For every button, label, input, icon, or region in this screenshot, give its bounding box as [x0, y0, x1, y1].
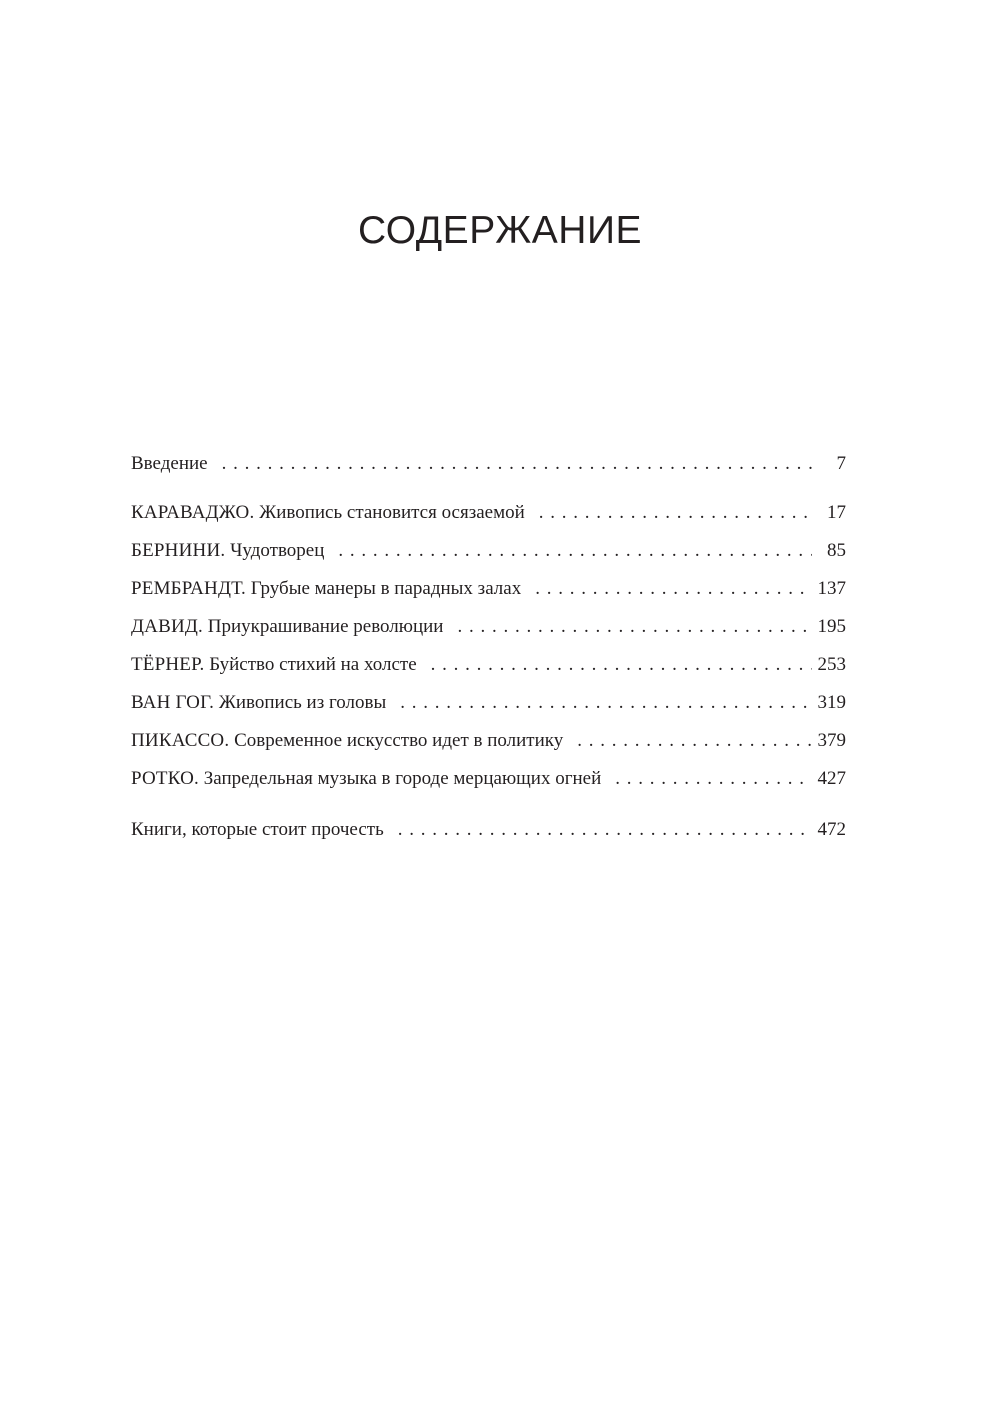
- artist-name: КАРАВАДЖО.: [131, 502, 255, 523]
- toc-page-number: 137: [817, 578, 846, 599]
- artist-name: ДАВИД.: [131, 616, 203, 637]
- toc-entry-title: Книги, которые стоит прочесть: [131, 819, 384, 840]
- page-title: СОДЕРЖАНИЕ: [357, 209, 643, 252]
- dot-leader: [457, 608, 811, 646]
- dot-leader: [539, 494, 812, 532]
- artist-name: ПИКАССО.: [131, 730, 230, 751]
- toc-page-number: 85: [827, 540, 846, 561]
- toc-page-number: 379: [817, 730, 846, 751]
- toc-entry-rothko[interactable]: [131, 760, 846, 798]
- toc-page-number: 195: [817, 616, 846, 637]
- toc-entry-title: [131, 760, 601, 798]
- toc-entry-van-gogh[interactable]: [131, 684, 846, 722]
- toc-entry-introduction[interactable]: [131, 444, 846, 484]
- toc-entry-title: [131, 570, 521, 608]
- artist-name: ТЁРНЕР.: [131, 654, 205, 675]
- toc-page-number: 472: [817, 819, 846, 840]
- table-of-contents: [131, 444, 846, 850]
- dot-leader: [577, 722, 811, 760]
- toc-entry-caravaggio[interactable]: [131, 494, 846, 532]
- toc-entry-rembrandt[interactable]: [131, 570, 846, 608]
- artist-name: РОТКО.: [131, 768, 199, 789]
- toc-page-number: 7: [836, 453, 846, 474]
- dot-leader: [222, 444, 812, 484]
- toc-entry-title: [131, 608, 443, 646]
- toc-entry-picasso[interactable]: [131, 722, 846, 760]
- dot-leader: [400, 684, 811, 722]
- toc-page-number: 427: [817, 768, 846, 789]
- dot-leader: [431, 646, 812, 684]
- chapter-subtitle: Приукрашивание революции: [207, 616, 444, 637]
- chapter-subtitle: Современное искусство идет в политику: [234, 730, 564, 751]
- toc-entry-title: [131, 532, 324, 570]
- dot-leader: [398, 810, 812, 850]
- toc-entry-title: [131, 722, 563, 760]
- toc-entry-title: Введение: [131, 453, 208, 474]
- artist-name: БЕРНИНИ.: [131, 540, 226, 561]
- dot-leader: [535, 570, 811, 608]
- artist-name: ВАН ГОГ.: [131, 692, 215, 713]
- toc-entry-david[interactable]: [131, 608, 846, 646]
- chapter-subtitle: Запредельная музыка в городе мерцающих огней: [203, 768, 602, 789]
- chapter-subtitle: Чудотворец: [230, 540, 325, 561]
- chapter-subtitle: Живопись становится осязаемой: [259, 502, 525, 523]
- chapter-subtitle: Грубые манеры в парадных залах: [250, 578, 522, 599]
- artist-name: РЕМБРАНДТ.: [131, 578, 246, 599]
- chapter-subtitle: Живопись из головы: [218, 692, 387, 713]
- toc-entry-turner[interactable]: [131, 646, 846, 684]
- toc-page-number: 253: [817, 654, 846, 675]
- toc-page-number: 319: [817, 692, 846, 713]
- toc-entry-title: [131, 684, 386, 722]
- dot-leader: [338, 532, 812, 570]
- toc-entry-recommended-books[interactable]: [131, 810, 846, 850]
- toc-entry-title: [131, 646, 417, 684]
- toc-entry-title: [131, 494, 525, 532]
- toc-page-number: 17: [827, 502, 846, 523]
- chapter-subtitle: Буйство стихий на холсте: [209, 654, 417, 675]
- dot-leader: [615, 760, 811, 798]
- toc-entry-bernini[interactable]: [131, 532, 846, 570]
